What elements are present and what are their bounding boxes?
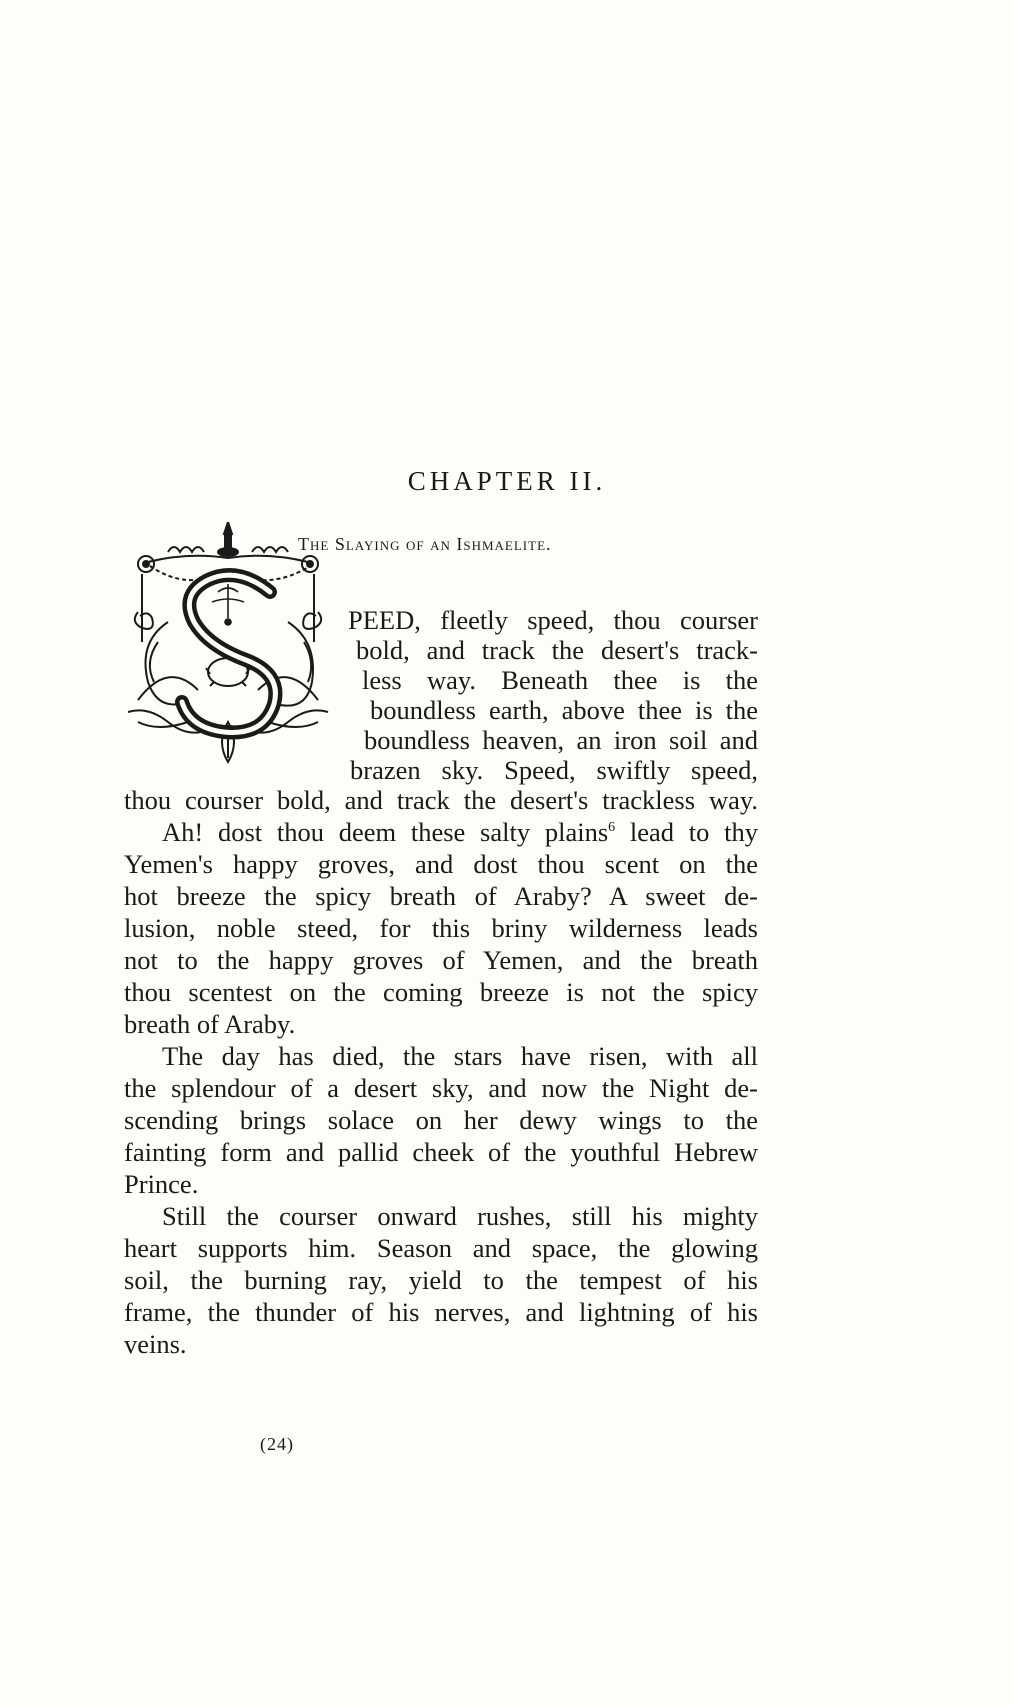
chapter-heading: CHAPTER II. (407, 466, 607, 496)
text-span: lead to thy (615, 817, 758, 847)
text-line: not to the happy groves of Yemen, and the breath (124, 945, 758, 975)
text-line: lusion, noble steed, for this briny wilderness leads (124, 913, 758, 943)
text-line: Still the courser onward rushes, still his mighty (162, 1201, 758, 1231)
page-number: (24) (260, 1434, 294, 1454)
text-line: frame, the thunder of his nerves, and lightning of his (124, 1297, 758, 1327)
text-line (162, 816, 758, 849)
text-line: the splendour of a desert sky, and now the Night de- (124, 1073, 758, 1103)
text-line: boundless earth, above thee is the (370, 695, 758, 725)
text-line: boundless heaven, an iron soil and (364, 725, 758, 755)
text-line: veins. (124, 1329, 187, 1359)
text-line: hot breeze the spicy breath of Araby? A sweet de- (124, 881, 758, 911)
chapter-subtitle: The Slaying of an Ishmaelite. (298, 534, 552, 554)
text-line: Yemen's happy groves, and dost thou scent on the (124, 849, 758, 879)
text-line: The day has died, the stars have risen, with all (162, 1041, 758, 1071)
text-line: scending brings solace on her dewy wings to the (124, 1105, 758, 1135)
text-line: bold, and track the desert's track- (356, 635, 758, 665)
footnote-reference[interactable]: 6 (608, 820, 616, 836)
text-line: thou courser bold, and track the desert's trackless way. (124, 785, 758, 815)
text-line: brazen sky. Speed, swiftly speed, (350, 755, 758, 785)
text-line: Prince. (124, 1169, 199, 1199)
text-line: less way. Beneath thee is the (362, 665, 758, 695)
text-line: thou scentest on the coming breeze is not the spicy (124, 977, 758, 1007)
text-line: breath of Araby. (124, 1009, 296, 1039)
text-line: PEED, fleetly speed, thou courser (348, 605, 758, 635)
text-span: Ah! dost thou deem these salty plains (162, 817, 609, 847)
text-line: fainting form and pallid cheek of the youthful Hebrew (124, 1137, 758, 1167)
ornamental-initial-s-icon (128, 522, 368, 792)
text-line: soil, the burning ray, yield to the tempest of his (124, 1265, 758, 1295)
text-line: heart supports him. Season and space, the glowing (124, 1233, 758, 1263)
